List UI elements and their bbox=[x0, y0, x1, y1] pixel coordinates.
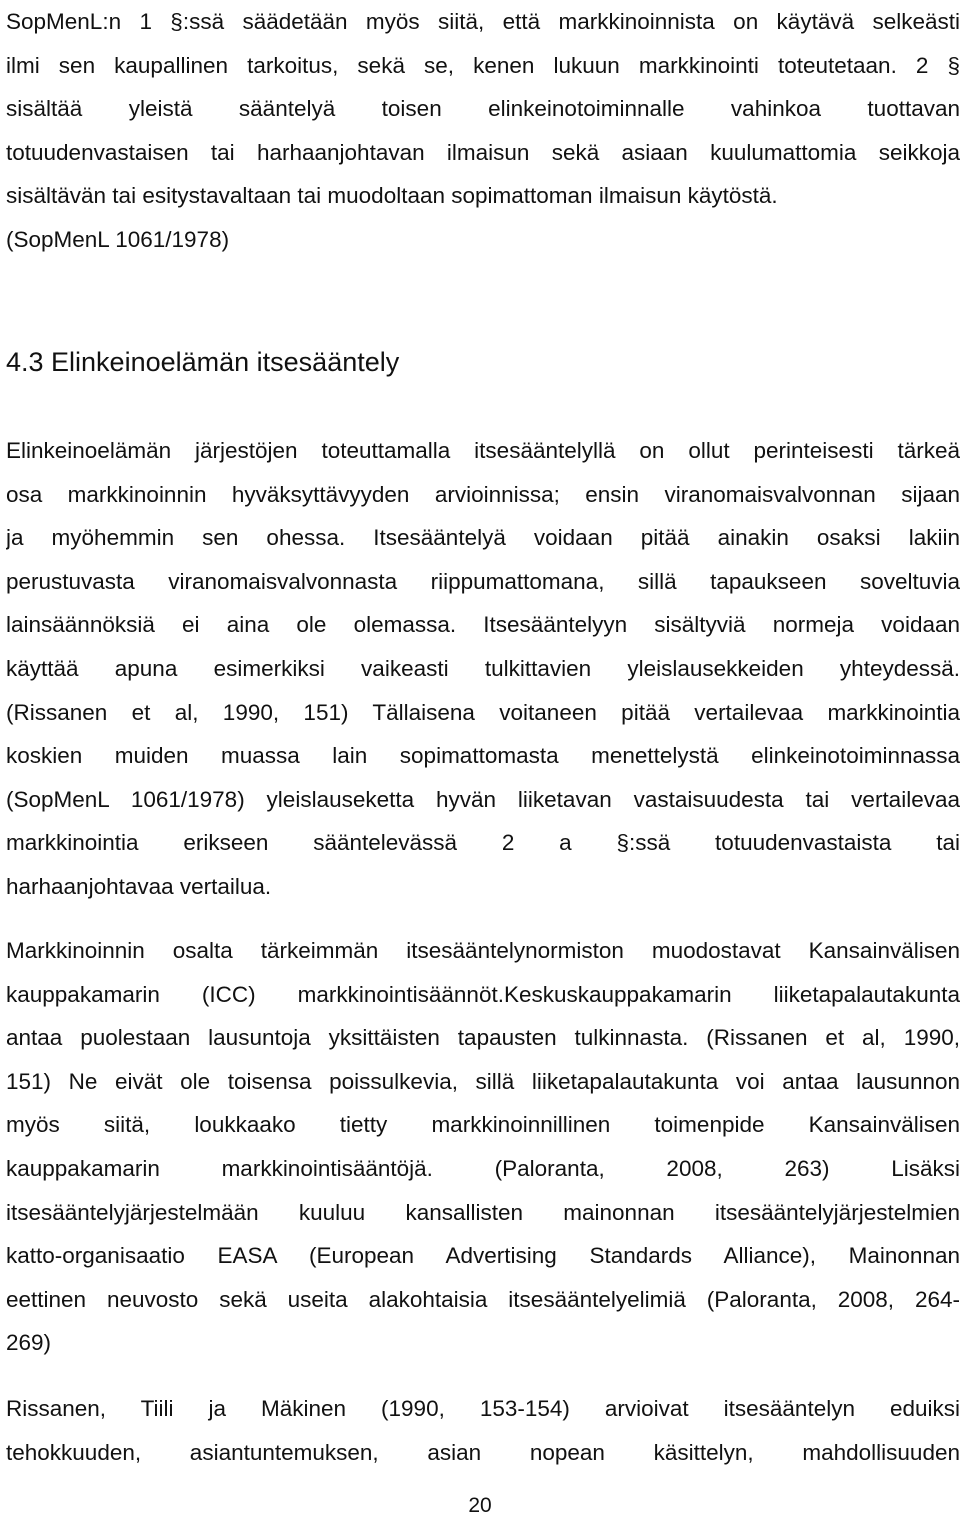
paragraph-line: osa markkinoinnin hyväksyttävyyden arvioinnissa; ensin viranomaisvalvonnan sijaan bbox=[6, 481, 960, 507]
paragraph-line: myös siitä, loukkaako tietty markkinoinnillinen toimenpide Kansainvälisen bbox=[6, 1112, 960, 1138]
paragraph-line: totuudenvastaisen tai harhaanjohtavan ilmaisun sekä asiaan kuulumattomia seikkoja bbox=[6, 139, 960, 165]
paragraph-line: ilmi sen kaupallinen tarkoitus, sekä se, kenen lukuun markkinointi toteutetaan. 2 § bbox=[6, 52, 960, 78]
paragraph-line: 269) bbox=[6, 1330, 52, 1356]
paragraph-icc-rules bbox=[6, 929, 960, 1365]
paragraph-line: sisältävän tai esitystavaltaan tai muodoltaan sopimattoman ilmaisun käytöstä. bbox=[6, 183, 778, 209]
paragraph-line: lainsäännöksiä ei aina ole olemassa. Itsesääntelyyn sisältyviä normeja voidaan bbox=[6, 612, 960, 638]
paragraph-line: Elinkeinoelämän järjestöjen toteuttamalla itsesääntelyllä on ollut perinteisesti tärkeä bbox=[6, 438, 960, 463]
paragraph-line: kauppakamarin markkinointisääntöjä. (Paloranta, 2008, 263) Lisäksi bbox=[6, 1155, 960, 1181]
paragraph-line: markkinointia erikseen sääntelevässä 2 a §:ssä totuudenvastaista tai bbox=[6, 830, 960, 856]
paragraph-line: 151) Ne eivät ole toisensa poissulkevia, sillä liiketapalautakunta voi antaa lausunnon bbox=[6, 1068, 960, 1094]
paragraph-sopmenl-section bbox=[6, 0, 960, 262]
paragraph-line: (SopMenL 1061/1978) bbox=[6, 226, 230, 252]
paragraph-line: SopMenL:n 1 §:ssä säädetään myös siitä, että markkinoinnista on käytävä selkeästi bbox=[6, 9, 960, 34]
paragraph-line: katto-organisaatio EASA (European Advertising Standards Alliance), Mainonnan bbox=[6, 1243, 960, 1269]
paragraph-line: (SopMenL 1061/1978) yleislauseketta hyvän liiketavan vastaisuudesta tai vertailevaa bbox=[6, 786, 960, 812]
paragraph-line: koskien muiden muassa lain sopimattomasta menettelystä elinkeinotoiminnassa bbox=[6, 743, 960, 769]
paragraph-line: (Rissanen et al, 1990, 151) Tällaisena voitaneen pitää vertailevaa markkinointia bbox=[6, 699, 960, 725]
paragraph-line: itsesääntelyjärjestelmään kuuluu kansallisten mainonnan itsesääntelyjärjestelmien bbox=[6, 1199, 960, 1225]
paragraph-line: eettinen neuvosto sekä useita alakohtaisia itsesääntelyelimiä (Paloranta, 2008, 264- bbox=[6, 1286, 960, 1312]
page-number: 20 bbox=[468, 1494, 492, 1517]
paragraph-line: käyttää apuna esimerkiksi vaikeasti tulkittavien yleislausekkeiden yhteydessä. bbox=[6, 655, 960, 681]
paragraph-line: Markkinoinnin osalta tärkeimmän itsesääntelynormiston muodostavat Kansainvälisen bbox=[6, 938, 960, 963]
paragraph-line: ja myöhemmin sen ohessa. Itsesääntelyä voidaan pitää ainakin osaksi lakiin bbox=[6, 525, 960, 551]
paragraph-self-regulation bbox=[6, 429, 960, 909]
paragraph-line: antaa puolestaan lausuntoja yksittäisten tapausten tulkinnasta. (Rissanen et al, 1990, bbox=[6, 1025, 960, 1051]
paragraph-line: harhaanjohtavaa vertailua. bbox=[6, 873, 272, 899]
paragraph-line: perustuvasta viranomaisvalvonnasta riippumattomana, sillä tapaukseen soveltuvia bbox=[6, 568, 960, 594]
paragraph-line: sisältää yleistä sääntelyä toisen elinkeinotoiminnalle vahinkoa tuottavan bbox=[6, 96, 960, 122]
paragraph-line: tehokkuuden, asiantuntemuksen, asian nopean käsittelyn, mahdollisuuden bbox=[6, 1439, 960, 1465]
paragraph-line: Rissanen, Tiili ja Mäkinen (1990, 153-154) arvioivat itsesääntelyn eduiksi bbox=[6, 1396, 960, 1421]
section-heading: 4.3 Elinkeinoelämän itsesääntely bbox=[6, 347, 400, 377]
paragraph-advantages bbox=[6, 1387, 960, 1474]
paragraph-line: kauppakamarin (ICC) markkinointisäännöt.Keskuskauppakamarin liiketapalautakunta bbox=[6, 981, 960, 1007]
